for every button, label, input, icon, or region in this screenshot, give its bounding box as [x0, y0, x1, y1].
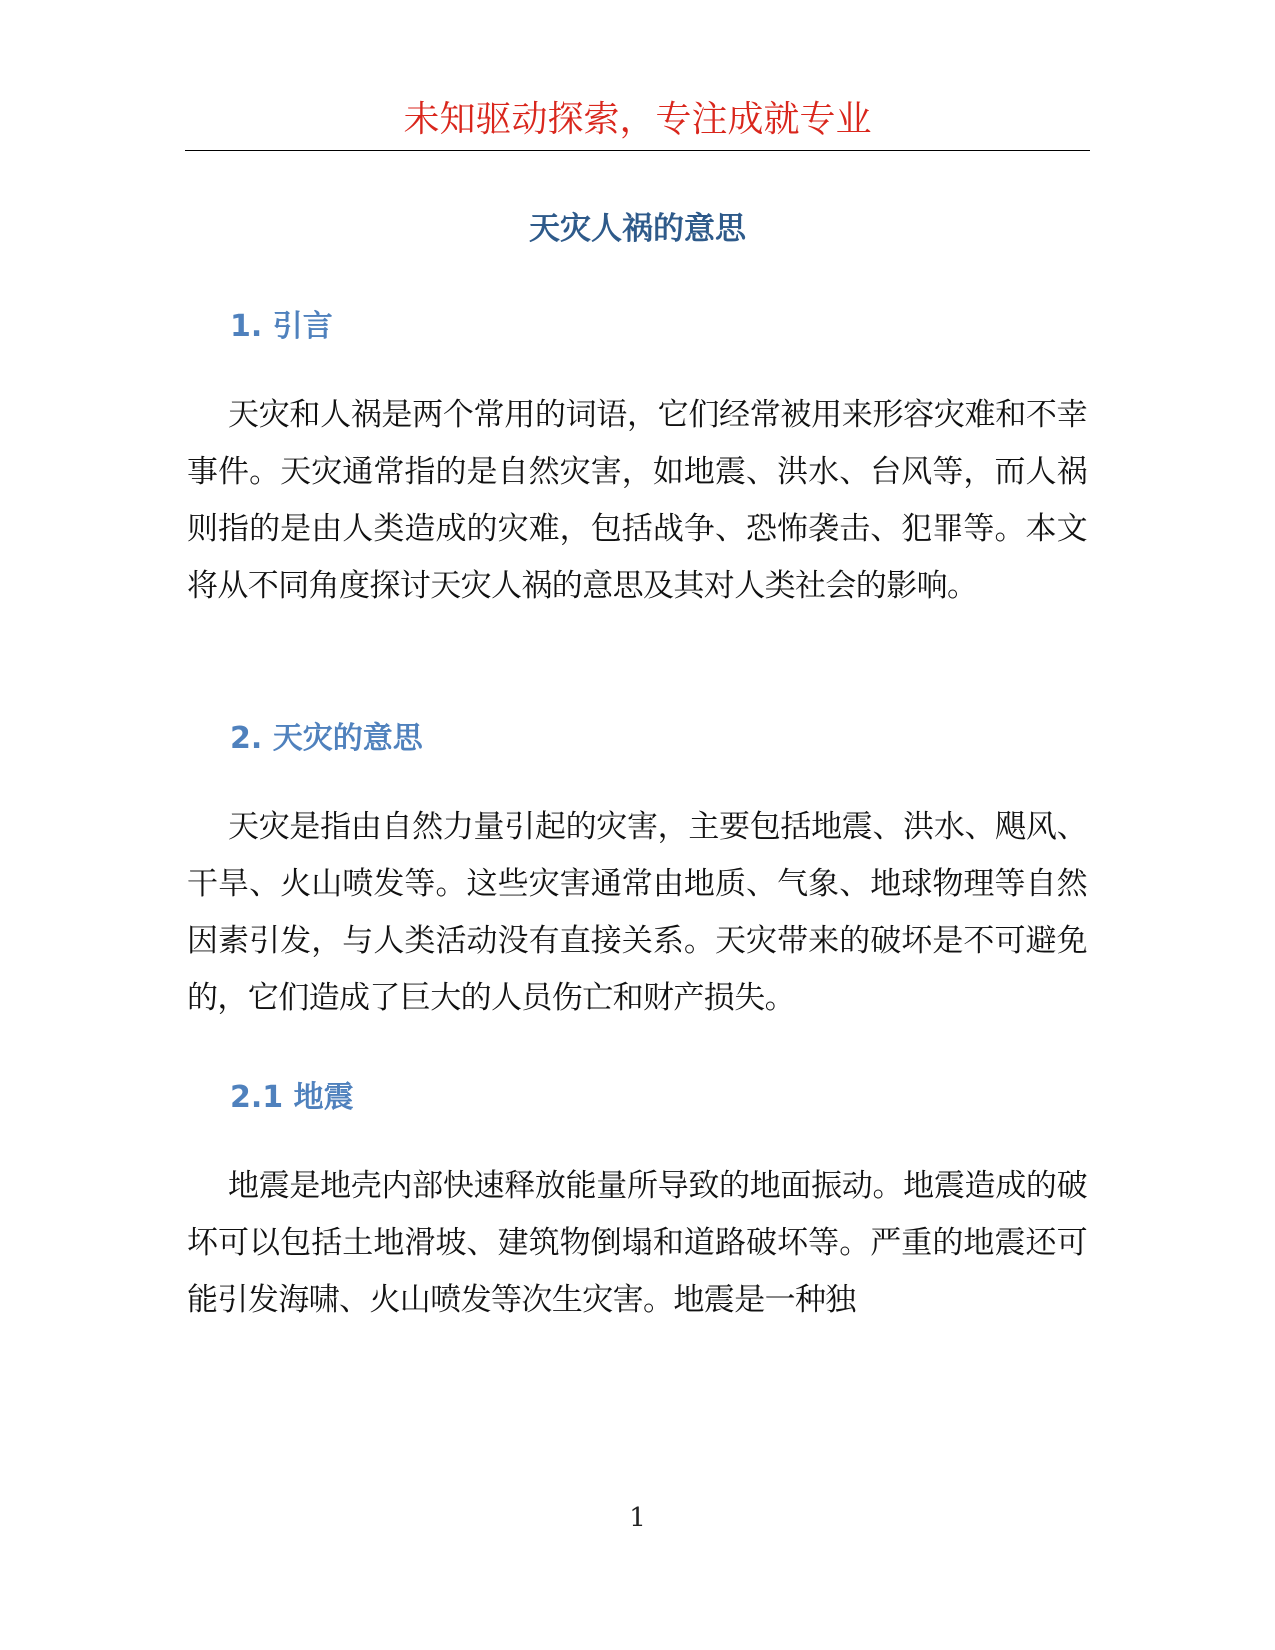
header-divider — [185, 150, 1090, 151]
header-slogan: 未知驱动探索，专注成就专业 — [403, 99, 872, 140]
paragraph-earthquake: 地震是地壳内部快速释放能量所导致的地面振动。地震造成的破坏可以包括土地滑坡、建筑物倒塌和道路破坏等。严重的地震还可能引发海啸、火山喷发等次生灾害。地震是一种独 — [187, 1168, 1087, 1318]
section-heading-earthquake: 2.1 地震 — [230, 1080, 354, 1115]
document-title: 天灾人祸的意思 — [529, 211, 746, 247]
paragraph-natural-disaster: 天灾是指由自然力量引起的灾害，主要包括地震、洪水、飓风、干旱、火山喷发等。这些灾害通常由地质、气象、地球物理等自然因素引发，与人类活动没有直接关系。天灾带来的破坏是不可避免的，它们造成了巨大的人员伤亡和财产损失。 — [187, 809, 1087, 1016]
page-number: 1 — [629, 1503, 646, 1533]
section-heading-introduction: 1. 引言 — [230, 309, 333, 344]
paragraph-introduction: 天灾和人祸是两个常用的词语，它们经常被用来形容灾难和不幸事件。天灾通常指的是自然灾害，如地震、洪水、台风等，而人祸则指的是由人类造成的灾难，包括战争、恐怖袭击、犯罪等。本文将从不同角度探讨天灾人祸的意思及其对人类社会的影响。 — [187, 397, 1087, 604]
section-heading-natural-disaster: 2. 天灾的意思 — [230, 721, 423, 756]
